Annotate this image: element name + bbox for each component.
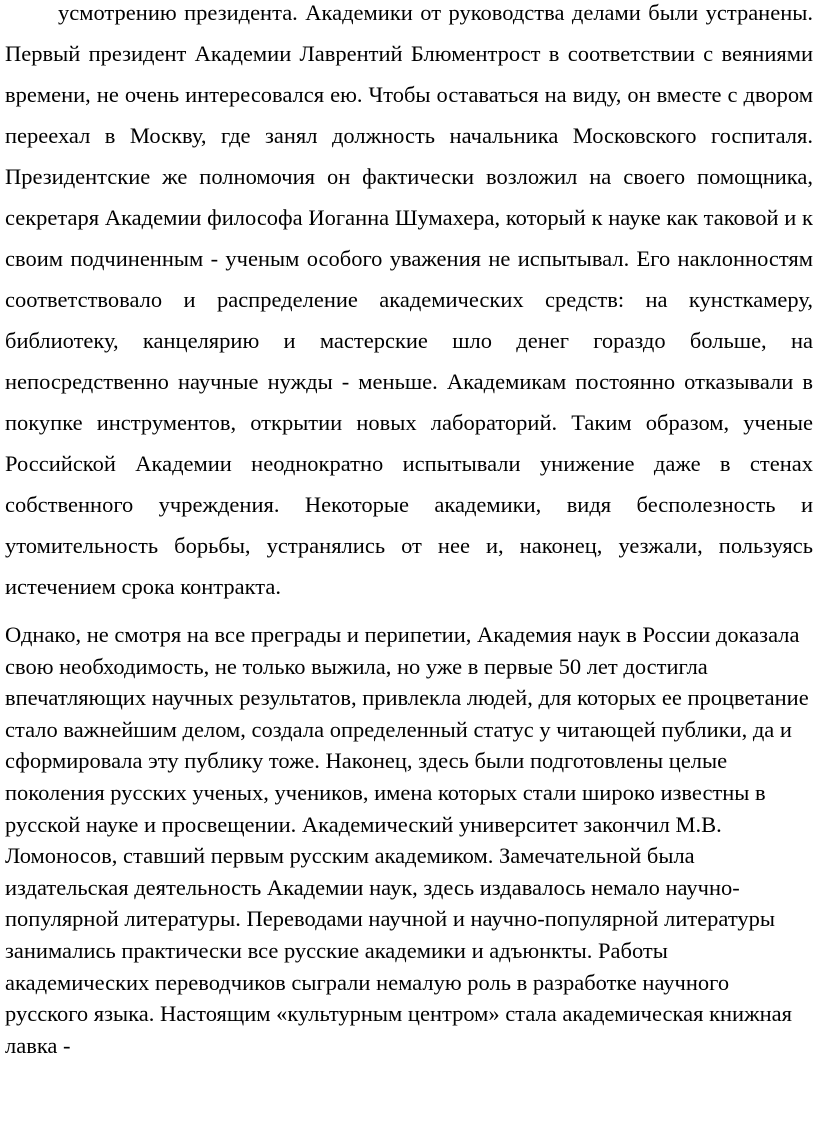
document-page — [5, 0, 813, 1139]
paragraph-academy-administration: усмотрению президента. Академики от руководства делами были устранены. Первый президент Академии Лаврентий Блюментрост в соответствии с веяниями времени, не очень интересовался ею. Чтобы оставаться на виду, он вместе с двором переехал в Москву, где занял должность начальника Московского госпиталя. Президентские же полномочия он фактически возложил на своего помощника, секретаря Академии философа Иоганна Шумахера, который к науке как таковой и к своим подчиненным - ученым особого уважения не испытывал. Его наклонностям соответствовало и распределение академических средств: на кунсткамеру, библиотеку, канцелярию и мастерские шло денег гораздо больше, на непосредственно научные нужды - меньше. Академикам постоянно отказывали в покупке инструментов, открытии новых лабораторий. Таким образом, ученые Российской Академии неоднократно испытывали унижение даже в стенах собственного учреждения. Некоторые академики, видя бесполезность и утомительность борьбы, устранялись от нее и, наконец, уезжали, пользуясь истечением срока контракта. — [5, 0, 813, 599]
paragraph-academy-achievements: Однако, не смотря на все преграды и перипетии, Академия наук в России доказала свою необходимость, не только выжила, но уже в первые 50 лет достигла впечатляющих научных результатов, привлекла людей, для которых ее процветание стало важнейшим делом, создала определенный статус у читающей публики, да и сформировала эту публику тоже. Наконец, здесь были подготовлены целые поколения русских ученых, учеников, имена которых стали широко известны в русской науке и просвещении. Академический университет закончил М.В. Ломоносов, ставший первым русским академиком. Замечательной была издательская деятельность Академии наук, здесь издавалось немало научно-популярной литературы. Переводами научной и научно-популярной литературы занимались практически все русские академики и адъюнкты. Работы академических переводчиков сыграли немалую роль в разработке научного русского языка. Настоящим «культурным центром» стала академическая книжная лавка - — [5, 622, 809, 1058]
